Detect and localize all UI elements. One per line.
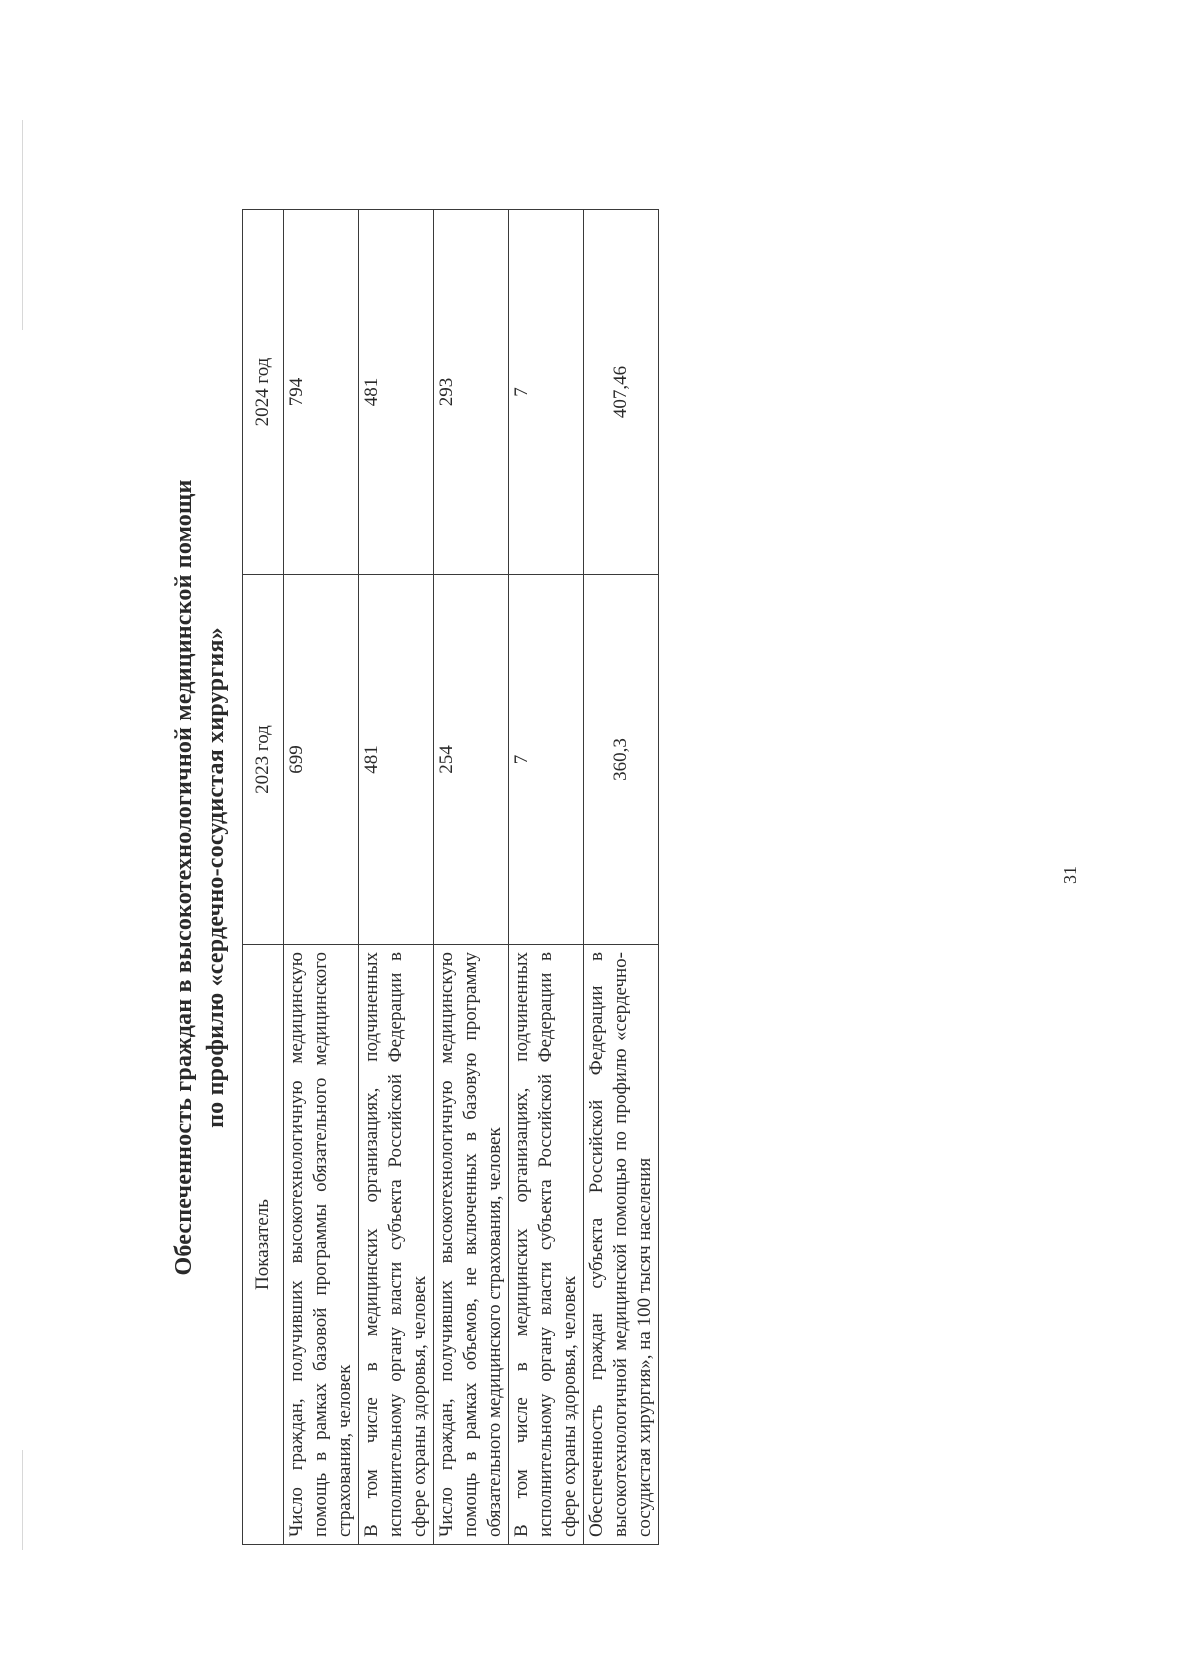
value-2023-cell: 7 (509, 575, 584, 945)
indicator-cell: Число граждан, получивших высокотехнологичную медицинскую помощь в рамках базовой программы обязательного медицинского страхования, человек (284, 945, 359, 1545)
scan-artifact (22, 120, 23, 330)
value-2023-cell: 360,3 (584, 575, 659, 945)
value-2024-cell: 407,46 (584, 210, 659, 575)
value-2024-cell: 293 (434, 210, 509, 575)
value-2023-cell: 699 (284, 575, 359, 945)
title-line-1: Обеспеченность граждан в высокотехнологичной медицинской помощи (171, 479, 197, 1276)
page-number: 31 (1060, 866, 1080, 884)
value-2023-cell: 481 (359, 575, 434, 945)
indicator-cell: В том числе в медицинских организациях, подчиненных исполнительному органу власти субъекта Российской Федерации в сфере охраны здоровья, человек (359, 945, 434, 1545)
table-row (584, 210, 659, 1545)
title-line-2: по профилю «сердечно-сосудистая хирургия» (203, 627, 229, 1128)
table-row (509, 210, 584, 1545)
indicator-cell: Обеспеченность граждан субъекта Российской Федерации в высокотехнологичной медицинской помощью по профилю «сердечно-сосудистая хирургия», на 100 тысяч населения (584, 945, 659, 1545)
scan-artifact (22, 1450, 23, 1550)
column-header-2024: 2024 год (243, 210, 284, 575)
document-title (168, 210, 232, 1545)
document-page (160, 210, 1080, 1545)
table-row (359, 210, 434, 1545)
table-header-row (243, 210, 284, 1545)
value-2024-cell: 481 (359, 210, 434, 575)
indicator-cell: Число граждан, получивших высокотехнологичную медицинскую помощь в рамках объемов, не включенных в базовую программу обязательного медицинского страхования, человек (434, 945, 509, 1545)
indicator-cell: В том числе в медицинских организациях, подчиненных исполнительному органу власти субъекта Российской Федерации в сфере охраны здоровья, человек (509, 945, 584, 1545)
value-2023-cell: 254 (434, 575, 509, 945)
value-2024-cell: 794 (284, 210, 359, 575)
column-header-indicator: Показатель (243, 945, 284, 1545)
value-2024-cell: 7 (509, 210, 584, 575)
column-header-2023: 2023 год (243, 575, 284, 945)
indicator-table (242, 209, 659, 1545)
table-row (284, 210, 359, 1545)
table-row (434, 210, 509, 1545)
